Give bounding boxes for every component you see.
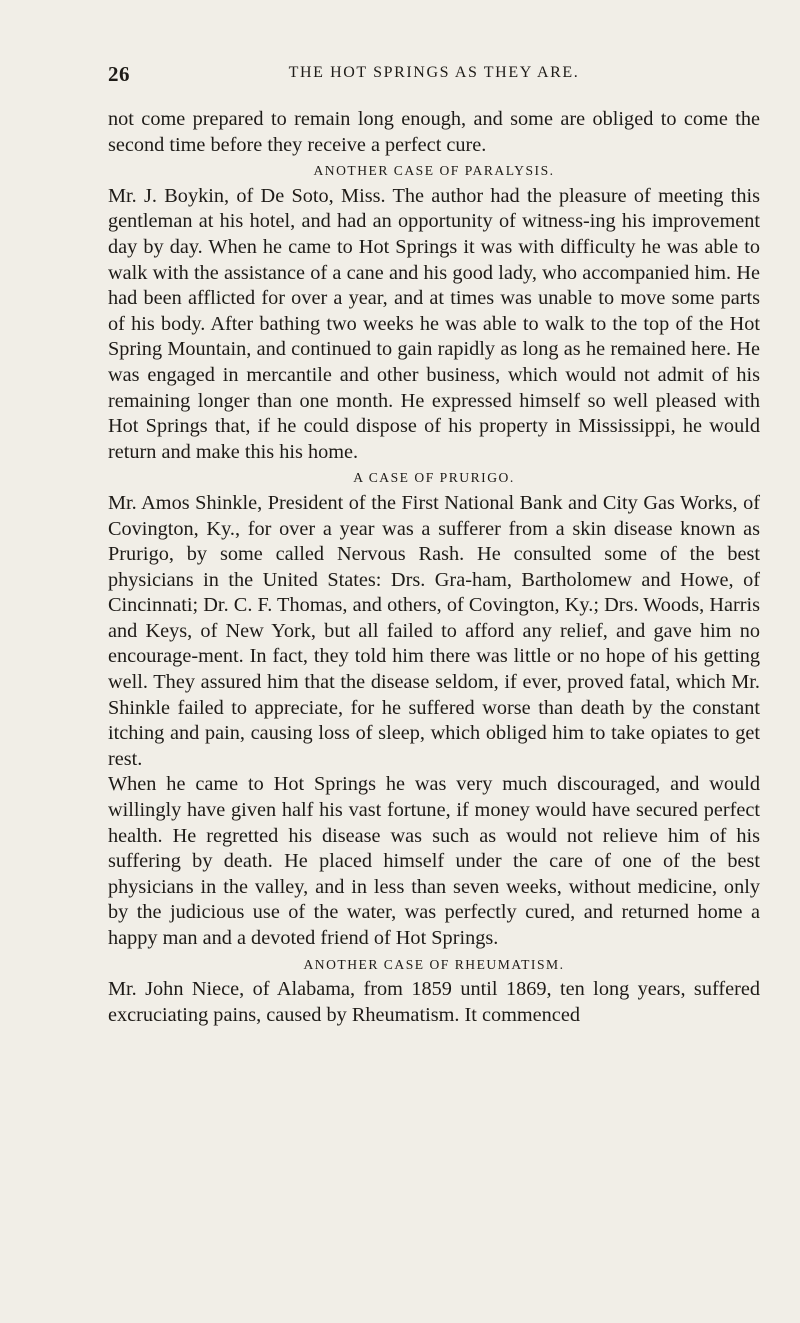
prurigo-paragraph-1: Mr. Amos Shinkle, President of the First National Bank and City Gas Works, of Covington, Ky., for over a year was a sufferer from a skin disease known as Prurigo, by some called Nervous Rash. He consulted some of the best physicians in the United States: Drs. Gra-ham, Bartholomew and Howe, of Cincinnati; Dr. C. F. Thomas, and others, of Covington, Ky.; Drs. Woods, Harris and Keys, of New York, but all failed to afford any relief, and gave him no encourage-ment. In fact, they told him there was little or no hope of his getting well. They assured him that the disease seldom, if ever, proved fatal, which Mr. Shinkle failed to appreciate, for he suffered worse than death by the constant itching and pain, causing loss of sleep, which obliged him to take opiates to get rest. [108,491,760,770]
section-heading-rheumatism: ANOTHER CASE OF RHEUMATISM. [303,956,565,972]
running-head [108,62,760,88]
section-heading-prurigo: A CASE OF PRURIGO. [353,470,515,486]
prurigo-paragraph-2: When he came to Hot Springs he was very much discouraged, and would willingly have given half his vast fortune, if money would have secured perfect health. He regretted his disease was such as would not relieve him of his suffering by death. He placed himself under the care of one of the best physicians in the valley, and in less than seven weeks, without medicine, only by the judicious use of the water, was perfectly cured, and returned home a happy man and a devoted friend of Hot Springs. [108,773,760,949]
section-heading-paralysis: ANOTHER CASE OF PARALYSIS. [313,163,555,179]
running-title: THE HOT SPRINGS AS THEY ARE. [288,64,580,81]
page-number: 26 [108,62,130,86]
paralysis-paragraph: Mr. J. Boykin, of De Soto, Miss. The author had the pleasure of meeting this gentleman at his hotel, and had an opportunity of witness-ing his improvement day by day. When he came to Hot Springs it was with difficulty he was able to walk with the assistance of a cane and his good lady, who accompanied him. He had been afflicted for over a year, and at times was unable to move some parts of his body. After bathing two weeks he was able to walk to the top of the Hot Spring Mountain, and continued to gain rapidly as long as he remained here. He was engaged in mercantile and other business, which would not admit of his remaining longer than one month. He expressed himself so well pleased with Hot Springs that, if he could dispose of his property in Mississippi, he would return and make this his home. [108,184,760,463]
body-text [108,107,760,1028]
rheumatism-paragraph: Mr. John Niece, of Alabama, from 1859 until 1869, ten long years, suffered excruciating pains, caused by Rheumatism. It commenced [108,978,760,1026]
intro-paragraph: not come prepared to remain long enough, and some are obliged to come the second time before they receive a perfect cure. [108,108,760,156]
